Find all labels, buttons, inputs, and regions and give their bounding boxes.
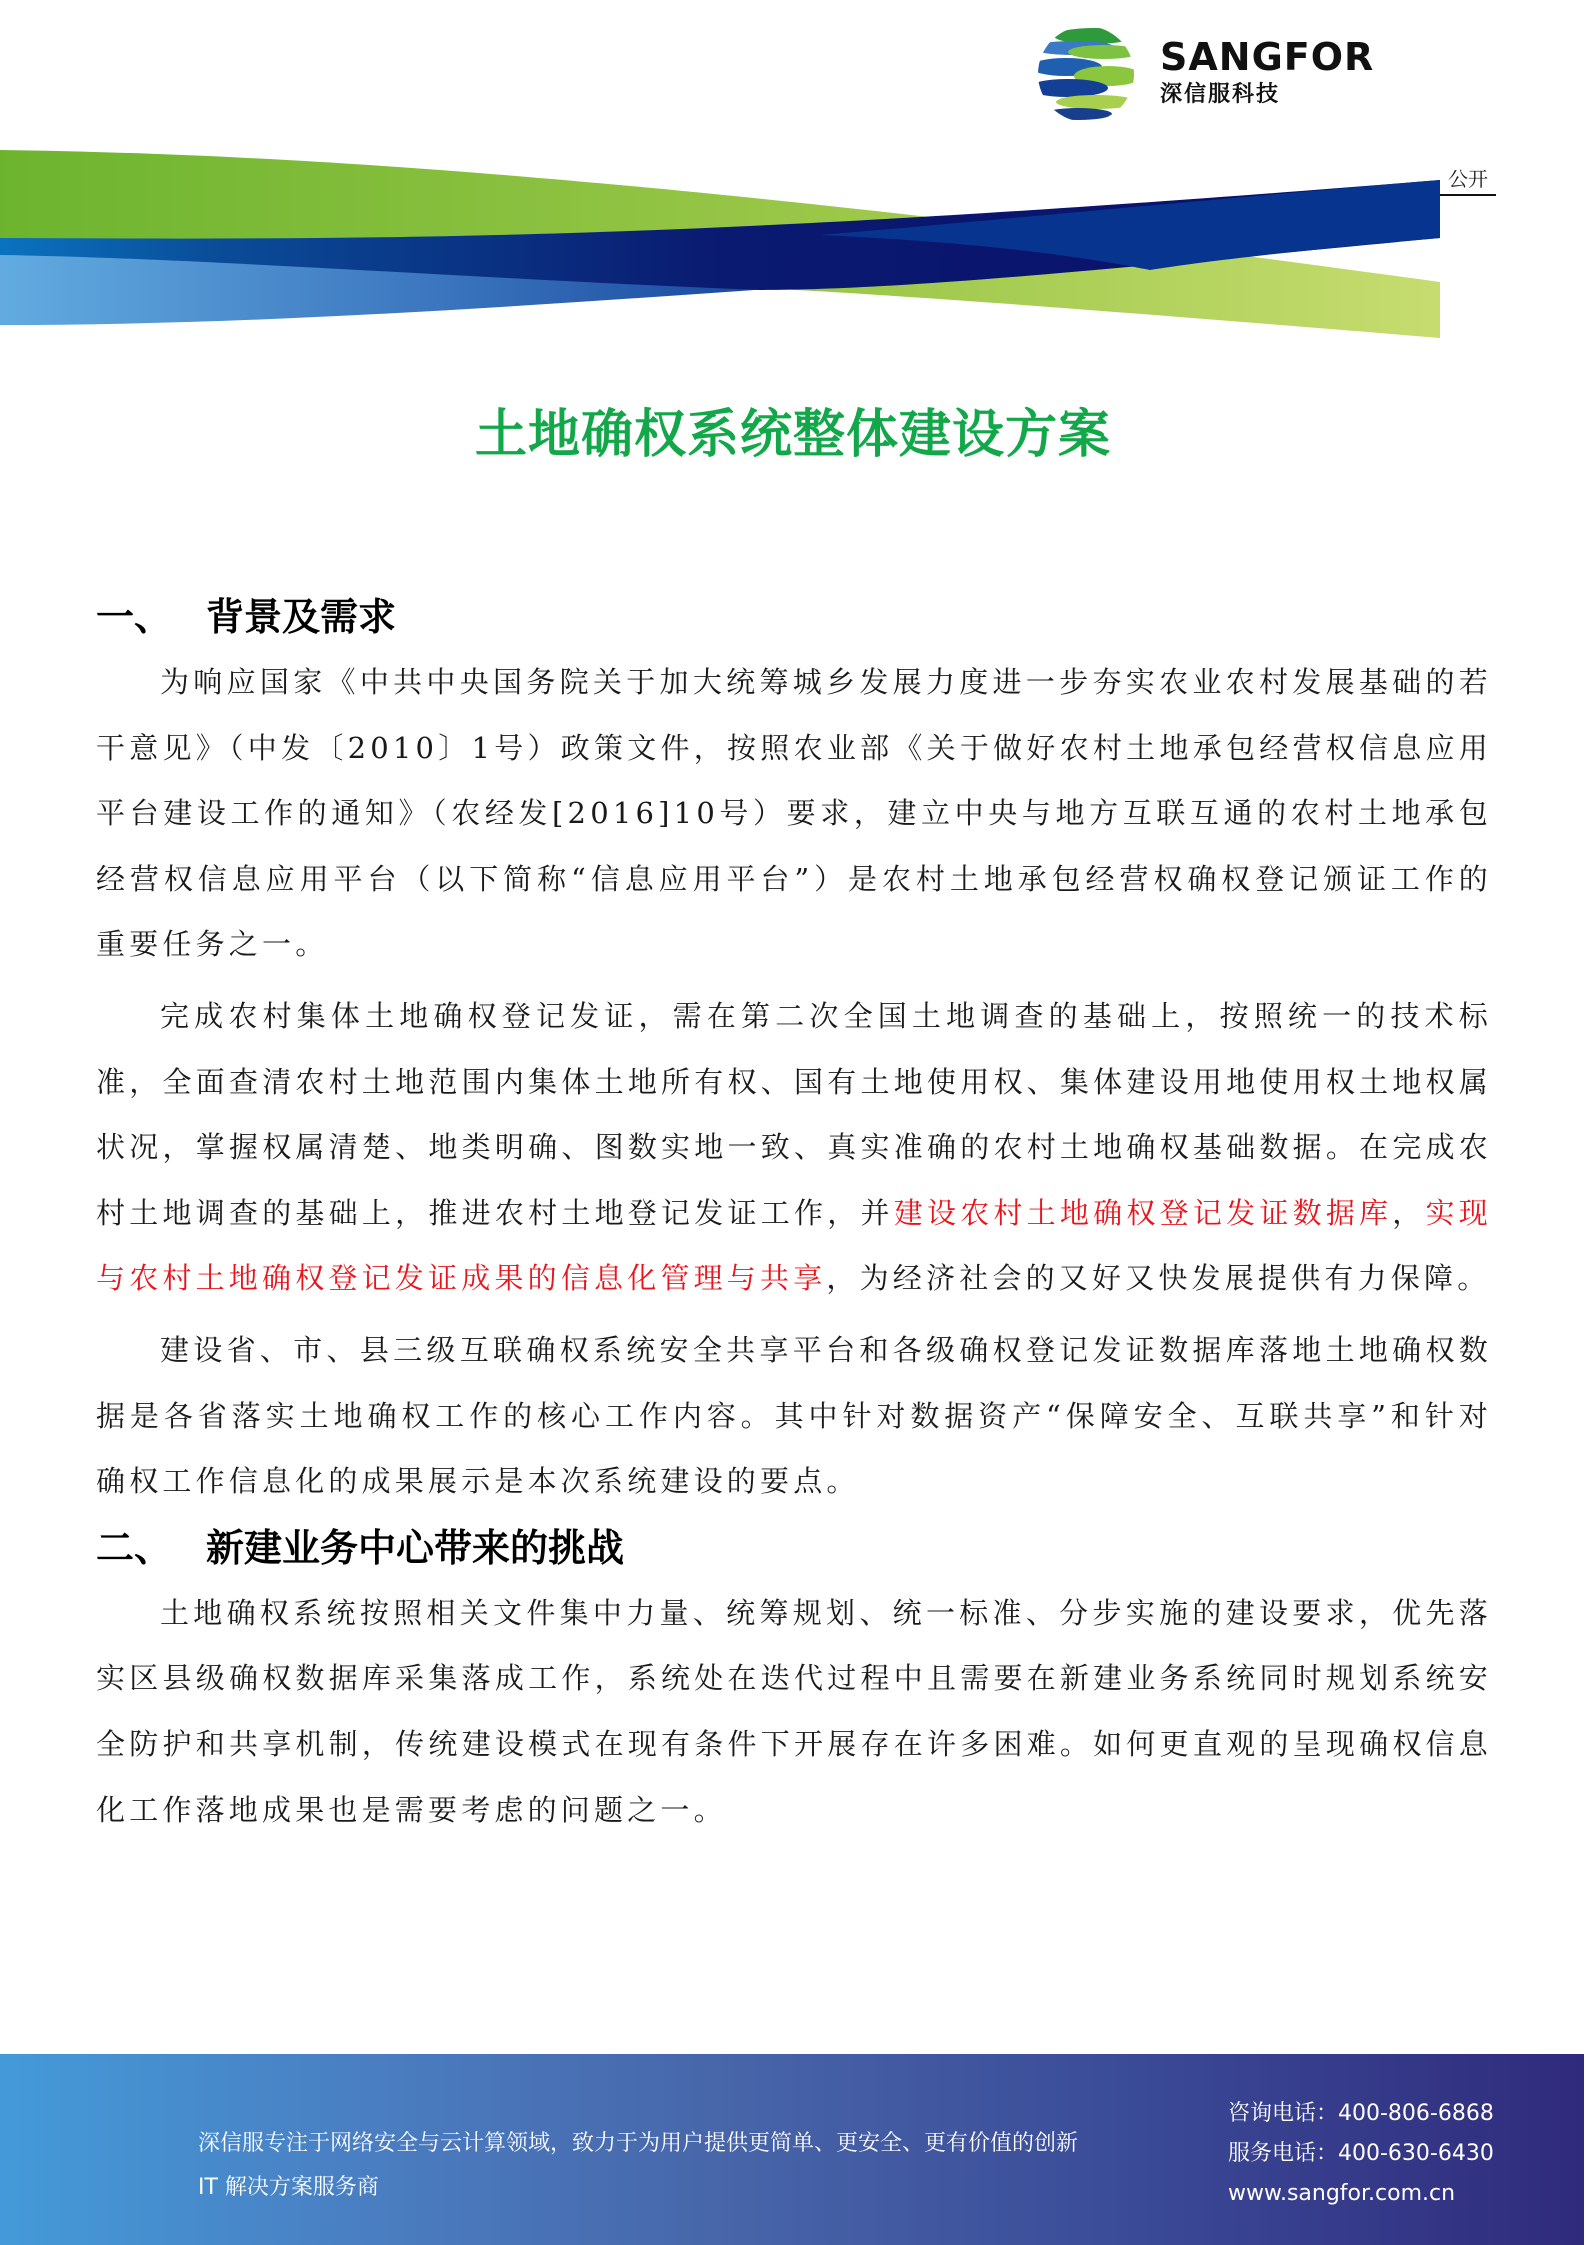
brand-name-cn: 深信服科技 (1160, 82, 1281, 107)
header-ribbon-banner (0, 140, 1440, 350)
paragraph-text: 建设省、市、县三级互联确权系统安全共享平台和各级确权登记发证数据库落地土地确权数据是各省落实土地确权工作的核心工作内容。其中针对数据资产“保障安全、互联共享”和针对确权工作信息化的成果展示是本次系统建设的要点。 (96, 1332, 1492, 1499)
brand-name: SANGFOR (1160, 35, 1375, 79)
website-link[interactable]: www.sangfor.com.cn (1228, 2181, 1456, 2206)
classification-label: 公开 (1440, 168, 1496, 196)
paragraph-text: ，为经济社会的又好又快发展提供有力保障。 (826, 1261, 1491, 1296)
paragraph (96, 984, 1492, 1312)
consult-phone: 咨询电话：400-806-6868 (1228, 2101, 1494, 2126)
page-footer (0, 2054, 1584, 2245)
paragraph-text: 完成农村集体土地确权登记发证，需在第二次全国土地调查的基础上，按照统一的技术标准，全面查清农村土地范围内集体土地所有权、国有土地使用权、集体建设用地使用权土地权属状况，掌握权属清楚、地类明确、图数实地一致、真实准确的农村土地确权基础数据。在完成农村土地调查的基础上，推进农村土地登记发证工作，并 (96, 998, 1492, 1230)
company-logo (1034, 22, 1375, 126)
section-new-business-challenges (96, 1521, 1492, 1843)
paragraph-text: 土地确权系统按照相关文件集中力量、统筹规划、统一标准、分步实施的建设要求，优先落实区县级确权数据库采集落成工作，系统处在迭代过程中且需要在新建业务系统同时规划系统安全防护和共享机制，传统建设模式在现有条件下开展存在许多困难。如何更直观的呈现确权信息化工作落地成果也是需要考虑的问题之一。 (96, 1595, 1492, 1827)
section-background-requirements (96, 590, 1492, 1515)
paragraph (96, 1318, 1492, 1515)
document-body (96, 590, 1492, 1843)
tagline-line: IT 解决方案服务商 (198, 2175, 379, 2200)
tagline-line: 深信服专注于网络安全与云计算领域，致力于为用户提供更简单、更安全、更有价值的创新 (198, 2131, 1079, 2156)
section-heading (96, 1521, 1492, 1575)
highlighted-text: 建设农村土地确权登记发证数据库 (893, 1195, 1393, 1230)
highlighted-text: 实现与农村土地确权登记发证成果的信息化管理与共享 (96, 1195, 1492, 1296)
contact-info (1228, 2094, 1494, 2214)
company-tagline (198, 2122, 1198, 2210)
paragraph-text: 为响应国家《中共中央国务院关于加大统筹城乡发展力度进一步夯实农业农村发展基础的若干意见》（中发〔2010〕1号）政策文件，按照农业部《关于做好农村土地承包经营权信息应用平台建设工作的通知》（农经发[2016]10号）要求，建立中央与地方互联互通的农村土地承包经营权信息应用平台（以下简称“信息应用平台”）是农村土地承包经营权确权登记颁证工作的重要任务之一。 (96, 665, 1492, 962)
sangfor-globe-logo-icon (1034, 22, 1138, 126)
service-phone: 服务电话：400-630-6430 (1228, 2141, 1494, 2166)
paragraph (96, 1581, 1492, 1843)
paragraph-text: ， (1392, 1195, 1426, 1230)
section-title: 背景及需求 (206, 595, 397, 639)
section-number: 一、 (96, 595, 173, 639)
document-title: 土地确权系统整体建设方案 (474, 405, 1111, 465)
section-title: 新建业务中心带来的挑战 (206, 1525, 625, 1570)
section-heading (96, 590, 1492, 644)
paragraph (96, 650, 1492, 978)
section-number: 二、 (96, 1525, 173, 1570)
